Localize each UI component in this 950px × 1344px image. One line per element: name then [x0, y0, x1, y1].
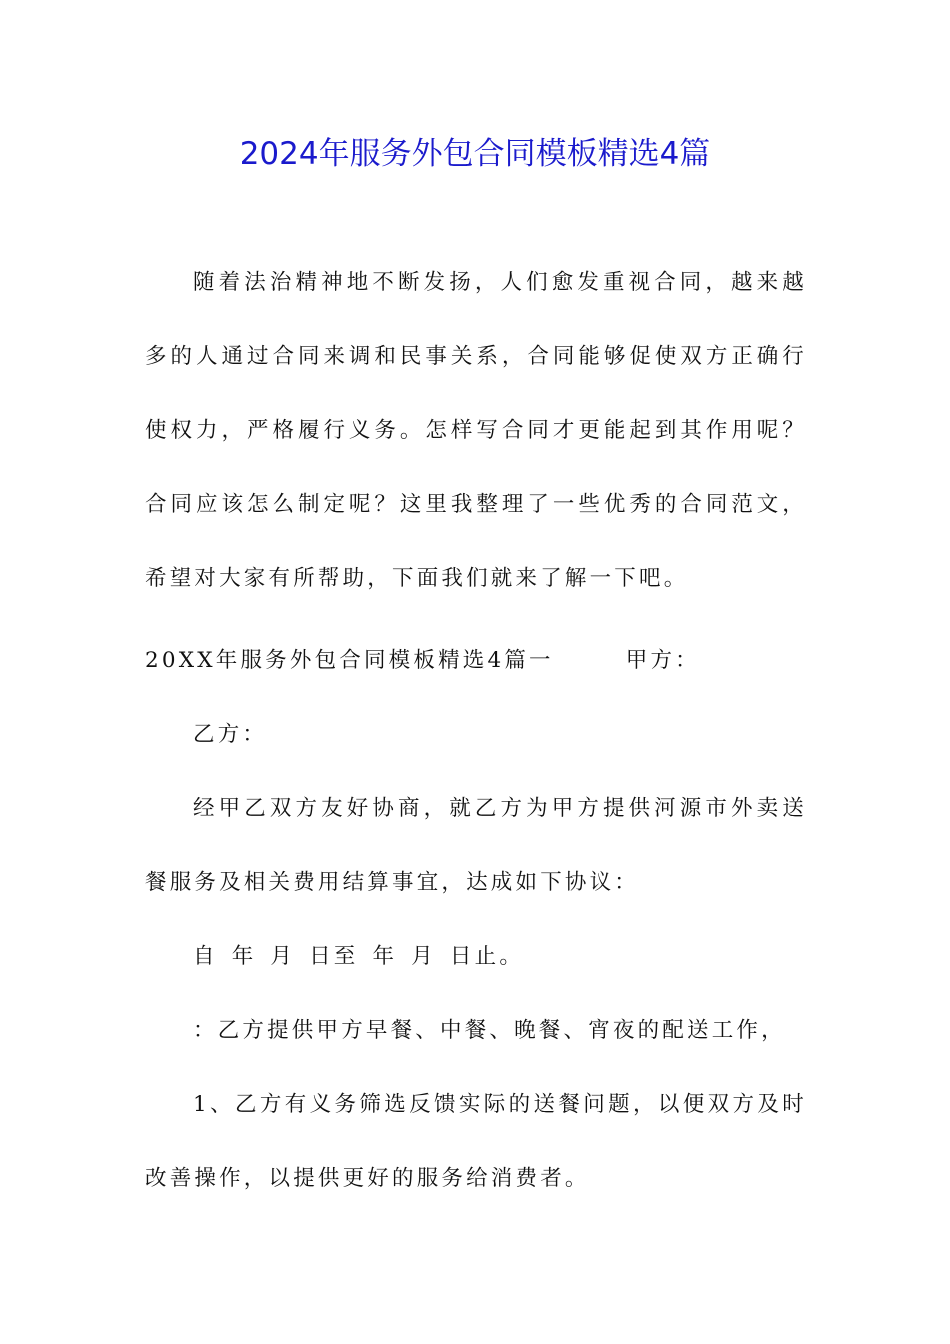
item-1-paragraph: 1、乙方有义务筛选反馈实际的送餐问题，以便双方及时改善操作，以提供更好的服务给消费者。	[145, 1092, 807, 1191]
section-heading: 20XX年服务外包合同模板精选4篇一	[145, 648, 554, 673]
scope-paragraph: ：乙方提供甲方早餐、中餐、晚餐、宵夜的配送工作，	[193, 1018, 786, 1043]
term-line	[145, 920, 807, 994]
term-part-2: 年	[231, 944, 257, 969]
party-a-label: 甲方：	[625, 648, 700, 673]
agreement-paragraph: 经甲乙双方友好协商，就乙方为甲方提供河源市外卖送餐服务及相关费用结算事宜，达成如下协议：	[145, 796, 807, 895]
intro-paragraph: 随着法治精神地不断发扬，人们愈发重视合同，越来越多的人通过合同来调和民事关系，合同能够促使双方正确行使权力，严格履行义务。怎样写合同才更能起到其作用呢？合同应该怎么制定呢？这里我整理了一些优秀的合同范文，希望对大家有所帮助，下面我们就来了解一下吧。	[145, 270, 807, 591]
term-part-1: 自	[193, 944, 218, 969]
section-block	[145, 624, 807, 1216]
party-b-label: 乙方：	[193, 722, 268, 747]
term-part-4: 日至	[309, 944, 359, 969]
term-part-7: 日止。	[449, 944, 525, 969]
term-part-6: 月	[411, 944, 436, 969]
section-heading-line	[145, 624, 807, 698]
document-title: 2024年服务外包合同模板精选4篇	[239, 136, 711, 172]
intro-block	[145, 246, 807, 616]
term-part-3: 月	[270, 944, 296, 969]
term-part-5: 年	[372, 944, 398, 969]
